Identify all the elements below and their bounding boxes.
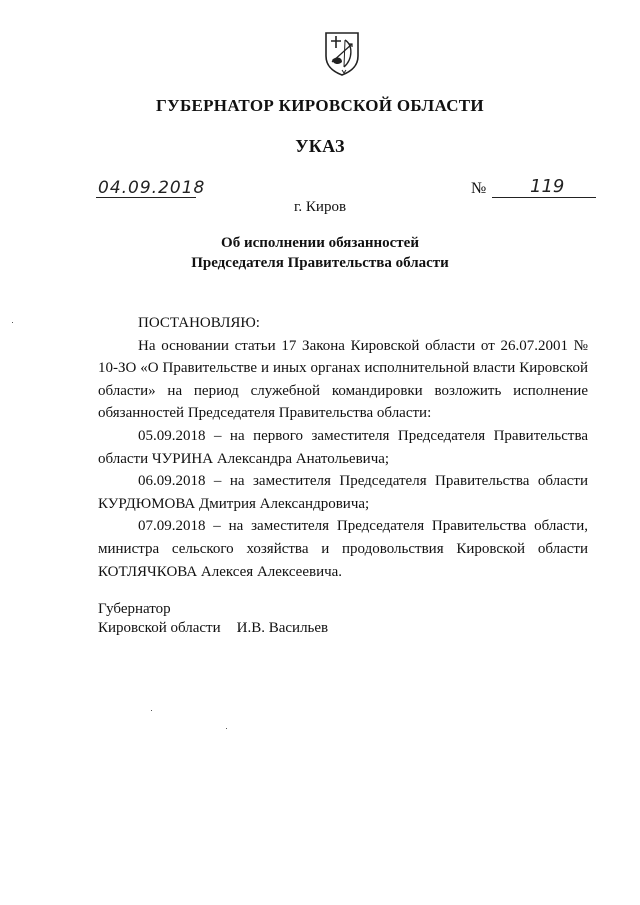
scan-speck: [12, 322, 13, 323]
subject-line-2: Председателя Правительства области: [191, 255, 449, 271]
subject-line-1: Об исполнении обязанностей: [221, 235, 419, 251]
decree-body: [98, 312, 588, 583]
decree-subject: [0, 233, 640, 273]
city: г. Киров: [293, 199, 347, 215]
decree-number: 119: [530, 176, 565, 197]
signature-block: [98, 600, 328, 638]
intro-paragraph: На основании статьи 17 Закона Кировской области от 26.07.2001 № 10-ЗО «О Правительстве и иных органах исполнительной власти Кировской области» на период служебной командировки возложить исполнение обязанностей Председателя Правительства области:: [98, 337, 588, 422]
scan-speck: [151, 710, 152, 711]
number-label: №: [471, 180, 487, 197]
document-type: УКАЗ: [295, 136, 345, 156]
kirov-coat-of-arms-icon: [322, 30, 362, 76]
signature-title-2: Кировской области: [98, 620, 221, 636]
number-underline: [492, 197, 596, 198]
signature-title-1: Губернатор: [98, 601, 171, 617]
decree-word: ПОСТАНОВЛЯЮ:: [138, 315, 260, 331]
decree-date: 04.09.2018: [98, 178, 206, 198]
scan-speck: [226, 728, 227, 729]
item-paragraph-3: 07.09.2018 – на заместителя Председателя Правительства области, министра сельского хозяйства и продовольствия Кировской области КОТЛЯЧКОВА Алексея Алексеевича.: [98, 518, 588, 580]
governor-title: ГУБЕРНАТОР КИРОВСКОЙ ОБЛАСТИ: [156, 96, 484, 115]
signature-title-row: [98, 619, 328, 638]
signatory-name: И.В. Васильев: [236, 620, 329, 636]
date-underline: [96, 197, 196, 198]
item-paragraph-1: 05.09.2018 – на первого заместителя Председателя Правительства области ЧУРИНА Александра Анатольевича;: [98, 427, 588, 467]
item-paragraph-2: 06.09.2018 – на заместителя Председателя Правительства области КУРДЮМОВА Дмитрия Александровича;: [98, 473, 588, 512]
